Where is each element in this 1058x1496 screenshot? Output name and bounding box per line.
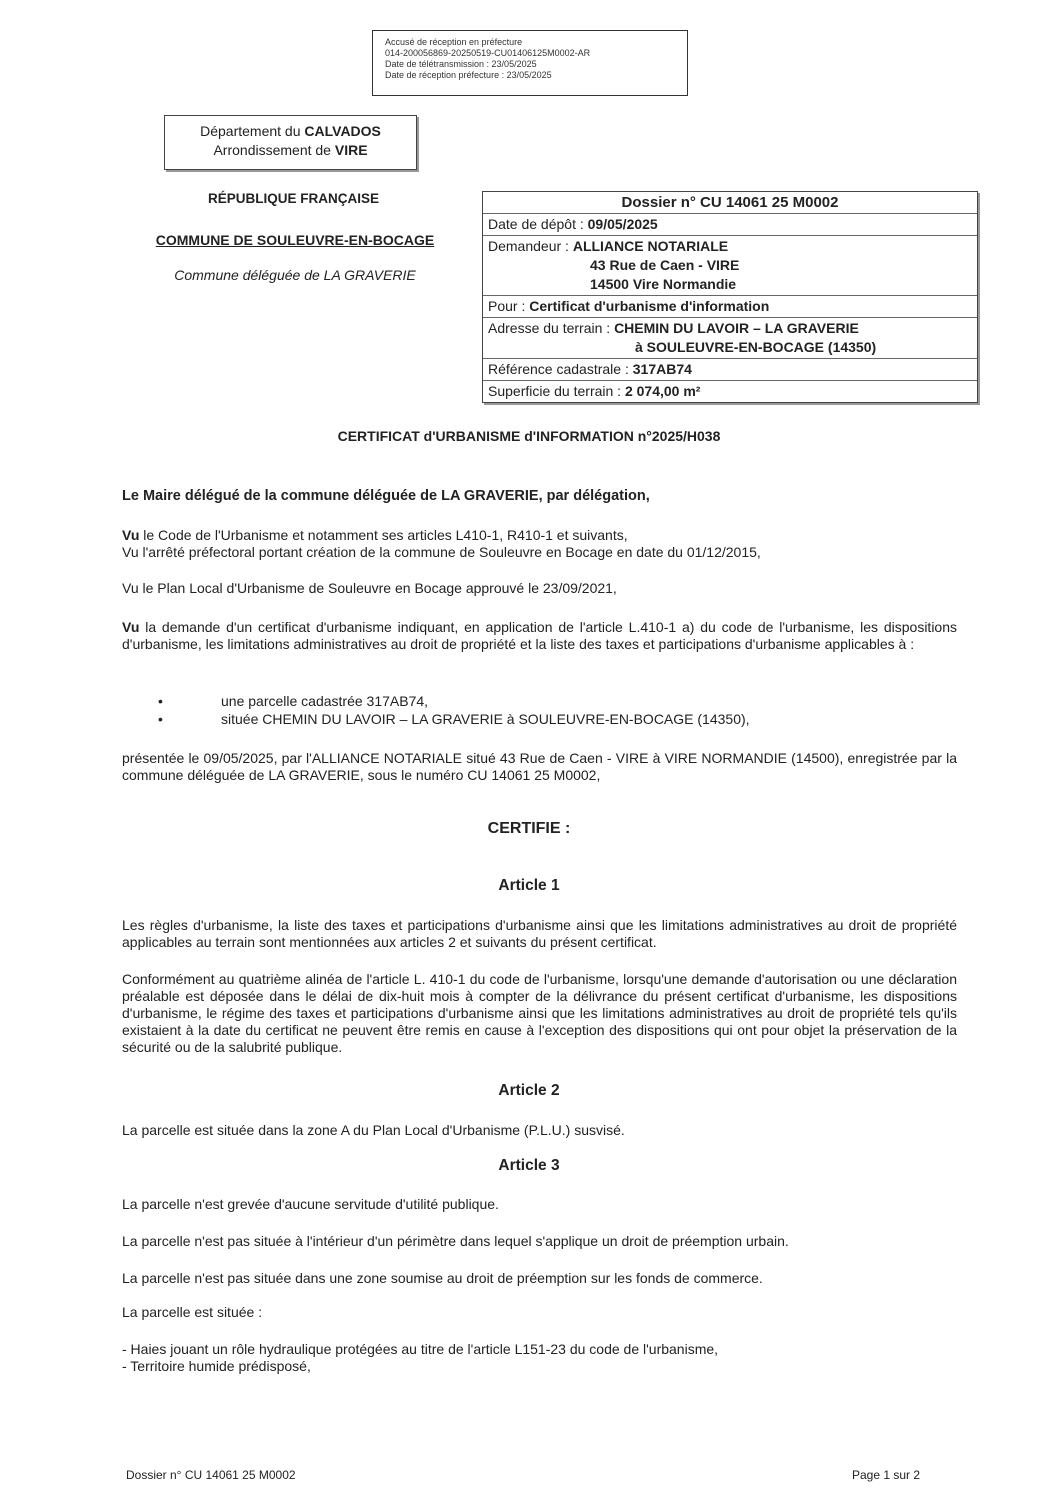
vu-label: Vu [122,527,140,543]
vu-arrete: Vu l'arrêté préfectoral portant création de la commune de Souleuvre en Bocage en date du 01/12/2015, [122,544,761,560]
department-box [164,115,417,170]
presentee-paragraph: présentée le 09/05/2025, par l'ALLIANCE NOTARIALE situé 43 Rue de Caen - VIRE à VIRE NORMANDIE (14500), enregistrée par la commune déléguée de LA GRAVERIE, sous le numéro CU 14061 25 M0002, [122,750,957,783]
article-1-paragraph-1: Les règles d'urbanisme, la liste des taxes et participations d'urbanisme ainsi que les limitations administratives au droit de propriété applicables au terrain sont mentionnées aux articles 2 et suivants du présent certificat. [122,917,957,950]
demandeur-label: Demandeur : [488,238,573,254]
cadastre-value: 317AB74 [632,361,692,377]
article-3-list-item: - Territoire humide prédisposé, [122,1358,311,1374]
article-3-paragraph-4: La parcelle est située : [122,1304,263,1320]
receipt-line: Date de télétransmission : 23/05/2025 [385,59,537,69]
vu-demande [122,619,957,653]
maire-statement: Le Maire délégué de la commune déléguée de LA GRAVERIE, par délégation, [122,488,650,504]
demandeur-address-1: 43 Rue de Caen - VIRE [590,257,740,273]
article-3-paragraph-3: La parcelle n'est pas située dans une zone soumise au droit de préemption sur les fonds de commerce. [122,1270,763,1286]
arrondissement-label: Arrondissement de [213,142,335,158]
article-3-list-item: - Haies jouant un rôle hydraulique protégées au titre de l'article L151-23 du code de l'urbanisme, [122,1341,719,1357]
bullet-item: une parcelle cadastrée 317AB74, [221,693,429,709]
pour-label: Pour : [488,298,530,314]
dossier-box [482,191,978,403]
pour-value: Certificat d'urbanisme d'information [529,298,770,314]
date-label: Date de dépôt : [488,216,588,232]
dossier-adresse-row [483,317,977,358]
article-1-heading: Article 1 [498,877,560,894]
adresse-label: Adresse du terrain : [488,320,615,336]
certifie-heading: CERTIFIE : [487,820,571,837]
dossier-pour-row [483,295,977,317]
bullet-item: située CHEMIN DU LAVOIR – LA GRAVERIE à SOULEUVRE-EN-BOCAGE (14350), [221,711,750,727]
vu-plu: Vu le Plan Local d'Urbanisme de Souleuvre en Bocage approuvé le 23/09/2021, [122,580,617,596]
receipt-line: Date de réception préfecture : 23/05/2025 [385,70,552,80]
article-2-paragraph: La parcelle est située dans la zone A du Plan Local d'Urbanisme (P.L.U.) susvisé. [122,1122,625,1138]
article-3-heading: Article 3 [498,1157,560,1174]
dossier-cadastre-row [483,358,977,380]
vu-code-urbanisme [122,527,957,544]
article-3-paragraph-1: La parcelle n'est grevée d'aucune servitude d'utilité publique. [122,1196,499,1212]
commune-heading: COMMUNE DE SOULEUVRE-EN-BOCAGE [155,232,435,248]
receipt-line: Accusé de réception en préfecture [385,37,523,47]
article-3-paragraph-2: La parcelle n'est pas située à l'intérieur d'un périmètre dans lequel s'applique un droit de préemption urbain. [122,1233,789,1249]
republic-heading: RÉPUBLIQUE FRANÇAISE [207,191,379,206]
commune-deleguee: Commune déléguée de LA GRAVERIE [174,267,416,283]
adresse-value-1: CHEMIN DU LAVOIR – LA GRAVERIE [614,320,859,336]
article-1-paragraph-2: Conformément au quatrième alinéa de l'article L. 410-1 du code de l'urbanisme, lorsqu'une demande d'autorisation ou une déclaration préalable est déposée dans le délai de dix-huit mois à compter de la délivrance du présent certificat d'urbanisme, les dispositions d'urbanisme, le régime des taxes et participations d'urbanisme ainsi que les limitations administratives au droit de propriété tels qu'ils existaient à la date du certificat ne peuvent être remis en cause à l'exception des dispositions qui ont pour objet la préservation de la sécurité ou de la salubrité publique. [122,971,957,1055]
department-label: Département du [200,123,305,139]
dossier-date-row [483,213,977,235]
arrondissement-name: VIRE [334,142,368,158]
vu-label: Vu [122,619,140,635]
vu-text: le Code de l'Urbanisme et notamment ses articles L410-1, R410-1 et suivants, [139,527,628,543]
superficie-label: Superficie du terrain : [488,383,625,399]
article-2-heading: Article 2 [498,1082,560,1099]
bullet-icon: • [158,693,163,709]
dossier-title: Dossier n° CU 14061 25 M0002 [621,194,839,211]
vu-text: la demande d'un certificat d'urbanisme indiquant, en application de l'article L.410-1 a) du code de l'urbanisme, les dispositions d'urbanisme, les limitations administratives au droit de propriété et la liste des taxes et participations d'urbanisme applicables à : [122,619,957,652]
certificate-title: CERTIFICAT d'URBANISME d'INFORMATION n°2025/H038 [337,428,721,444]
dossier-demandeur-row [483,235,977,295]
prefecture-receipt-box [372,30,688,96]
demandeur-address-2: 14500 Vire Normandie [590,276,737,292]
receipt-line: 014-200056869-20250519-CU01406125M0002-AR [385,48,591,58]
demandeur-name: ALLIANCE NOTARIALE [572,238,729,254]
superficie-value: 2 074,00 m² [624,383,701,399]
cadastre-label: Référence cadastrale : [488,361,633,377]
adresse-value-2: à SOULEUVRE-EN-BOCAGE (14350) [635,339,877,355]
department-name: CALVADOS [304,123,381,139]
dossier-superficie-row [483,380,977,402]
footer-page-number: Page 1 sur 2 [852,1468,921,1482]
bullet-icon: • [158,711,163,727]
footer-dossier-number: Dossier n° CU 14061 25 M0002 [126,1468,296,1482]
date-value: 09/05/2025 [587,216,658,232]
